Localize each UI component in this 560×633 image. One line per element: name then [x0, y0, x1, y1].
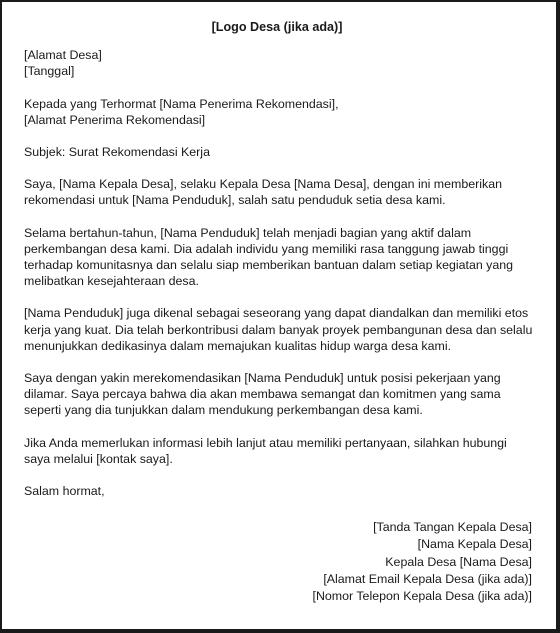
paragraph-5 [24, 435, 530, 467]
paragraph-line: Saya dengan yakin merekomendasikan [Nama Penduduk] untuk posisi pekerjaan yang [24, 371, 501, 386]
signer-email: [Alamat Email Kepala Desa (jika ada)] [323, 571, 532, 586]
paragraph-line: kerja yang kuat. Dia telah berkontribusi dalam banyak proyek pembangunan desa dan selalu [24, 322, 533, 337]
signature-placeholder: [Tanda Tangan Kepala Desa] [373, 520, 532, 535]
paragraph-line: rekomendasi untuk [Nama Penduduk], salah satu penduduk setia desa kami. [24, 193, 446, 208]
paragraph-line: perkembangan desa kami. Dia adalah individu yang memiliki rasa tanggung jawab tinggi [24, 241, 509, 256]
recipient-salutation: Kepada yang Terhormat [Nama Penerima Rekomendasi], [24, 96, 339, 111]
closing-block [24, 483, 530, 499]
signer-title: Kepala Desa [Nama Desa] [385, 554, 532, 569]
sender-block [24, 47, 530, 79]
paragraph-4 [24, 370, 530, 419]
paragraph-line: menunjukkan dedikasinya dalam memajukan kualitas hidup warga desa kami. [24, 338, 452, 353]
paragraph-line: Selama bertahun-tahun, [Nama Penduduk] telah menjadi bagian yang aktif dalam [24, 225, 472, 240]
subject-line [24, 144, 530, 160]
subject-text: Subjek: Surat Rekomendasi Kerja [24, 145, 210, 160]
signer-phone: [Nomor Telepon Kepala Desa (jika ada)] [312, 589, 532, 604]
paragraph-line: dilamar. Saya percaya bahwa dia akan membawa semangat dan komitmen yang sama [24, 387, 501, 402]
paragraph-line: Saya, [Nama Kepala Desa], selaku Kepala Desa [Nama Desa], dengan ini memberikan [24, 177, 502, 192]
letter-date: [Tanggal] [24, 64, 75, 79]
signer-name: [Nama Kepala Desa] [417, 537, 532, 552]
paragraph-3 [24, 305, 533, 354]
paragraph-line: saya melalui [kontak saya]. [24, 451, 173, 466]
paragraph-1 [24, 176, 530, 208]
recipient-address: [Alamat Penerima Rekomendasi] [24, 112, 206, 127]
paragraph-line: Jika Anda memerlukan informasi lebih lanjut atau memiliki pertanyaan, silahkan hubungi [24, 435, 507, 450]
signature-block [24, 519, 532, 605]
paragraph-2 [24, 225, 530, 290]
paragraph-line: seperti yang dia tunjukkan dalam mendukung perkembangan desa kami. [24, 403, 423, 418]
paragraph-line: terhadap komunitasnya dan selalu siap memberikan bantuan dalam setiap kegiatan yang [24, 258, 514, 273]
logo-placeholder: [Logo Desa (jika ada)] [211, 20, 343, 34]
recipient-block [24, 96, 530, 128]
paragraph-line: [Nama Penduduk] juga dikenal sebagai seseorang yang dapat diandalkan dan memiliki etos [24, 306, 529, 321]
closing-text: Salam hormat, [24, 484, 105, 499]
paragraph-line: melibatkan kesejahteraan desa. [24, 274, 199, 289]
sender-address: [Alamat Desa] [24, 48, 102, 63]
